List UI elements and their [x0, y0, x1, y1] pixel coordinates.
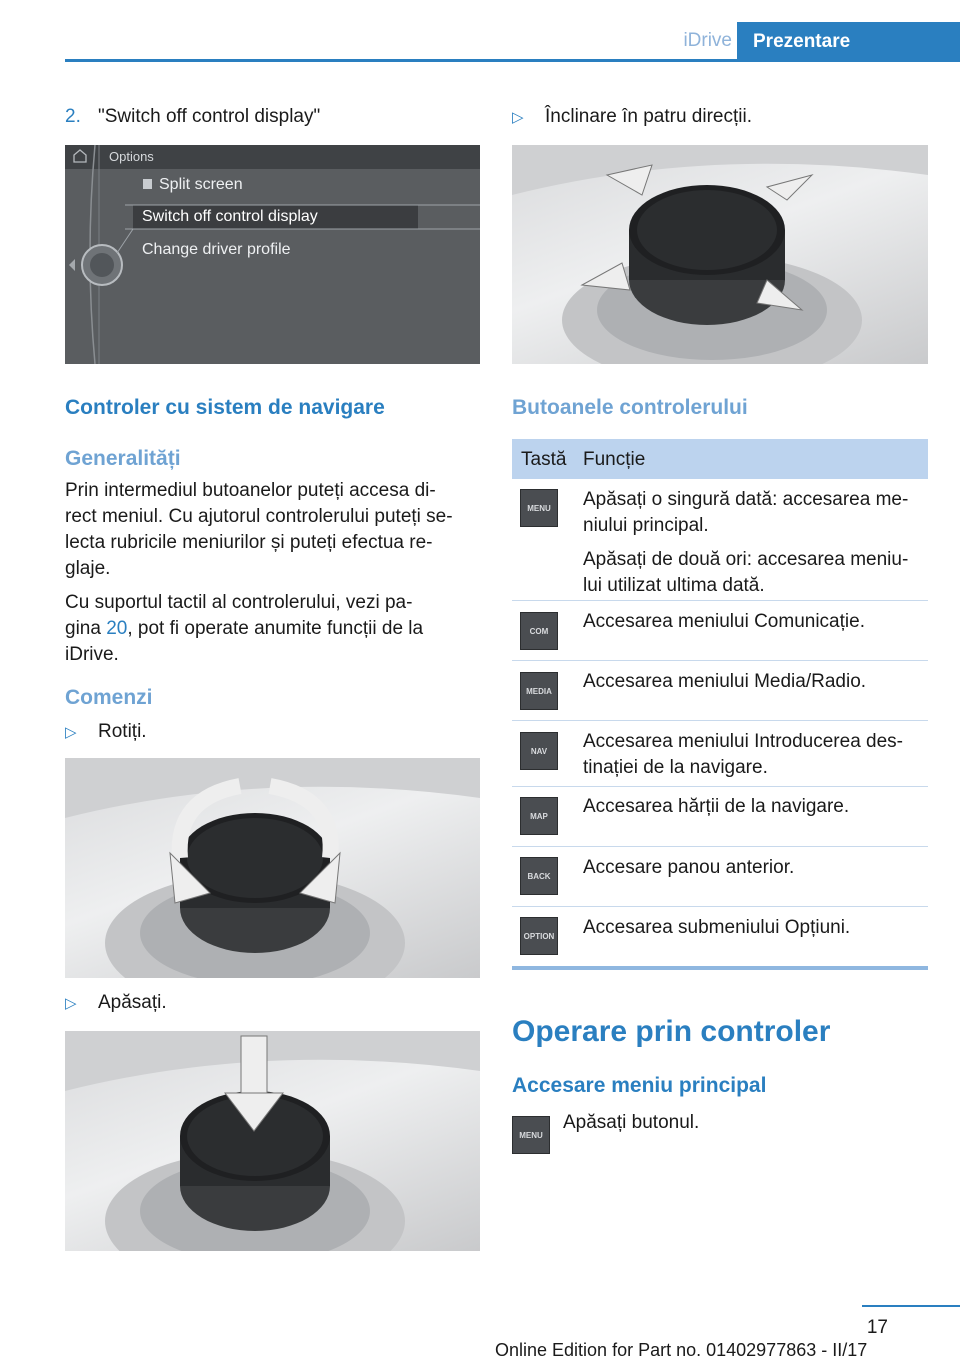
- para1-line: glaje.: [65, 558, 111, 579]
- header-section-label[interactable]: iDrive: [683, 30, 732, 51]
- table-row: [583, 794, 928, 820]
- map-key-icon: MAP: [520, 797, 558, 835]
- bullet-tilt-text: Înclinare în patru direcții.: [545, 106, 752, 127]
- table-row: [583, 855, 928, 881]
- table-header: [512, 439, 928, 479]
- bullet-rotate-text: Rotiți.: [98, 721, 147, 742]
- table-end-rule: [512, 966, 928, 970]
- row-divider: [512, 600, 928, 601]
- step-number: 2.: [65, 106, 81, 127]
- menu-key-icon: MENU: [512, 1116, 550, 1154]
- edition-text: Online Edition for Part no. 01402977863 - II/17: [495, 1340, 868, 1360]
- bullet-triangle-icon: ▷: [65, 724, 77, 741]
- bullet-triangle-icon: ▷: [65, 995, 77, 1012]
- row-divider: [512, 906, 928, 907]
- cell-line: tinației de la navigare.: [583, 757, 768, 778]
- rotate-controller-image: [65, 758, 480, 978]
- cell-line: Accesarea meniului Media/Radio.: [583, 671, 867, 692]
- media-key-icon: MEDIA: [520, 672, 558, 710]
- para2-line: Cu suportul tactil al controlerului, vezi pa‐: [65, 592, 413, 613]
- cell-line: Apăsați de două ori: accesarea meniu‐: [583, 549, 909, 570]
- heading-controller: Controler cu sistem de navigare: [65, 396, 385, 419]
- table-row: [583, 487, 928, 599]
- paragraph-general: [65, 478, 485, 668]
- cell-line: Accesarea submeniului Opțiuni.: [583, 917, 851, 938]
- press-controller-image: [65, 1031, 480, 1251]
- footer-rule: [862, 1305, 960, 1307]
- bullet-rotate: [65, 719, 147, 746]
- cell-line: Accesarea meniului Introducerea des‐: [583, 731, 904, 752]
- bullet-triangle-icon: ▷: [512, 109, 524, 126]
- subheading-commands: Comenzi: [65, 686, 153, 709]
- para1-line: lecta rubricile meniurilor și puteți efectua re‐: [65, 532, 433, 553]
- para1-line: Prin intermediul butoanelor puteți accesa di‐: [65, 480, 436, 501]
- cell-line: Apăsați o singură dată: accesarea me‐: [583, 489, 909, 510]
- table-row: [583, 609, 928, 635]
- nav-key-icon: NAV: [520, 732, 558, 770]
- screen-item-driver-profile[interactable]: Change driver profile: [142, 241, 291, 258]
- screen-item-switch-off[interactable]: Switch off control display: [142, 208, 318, 225]
- page-link[interactable]: 20: [106, 618, 128, 639]
- option-key-icon: OPTION: [520, 917, 558, 955]
- cell-line: Accesarea hărții de la navigare.: [583, 796, 850, 817]
- press-button-text: Apăsați butonul.: [563, 1112, 700, 1133]
- control-display-image: [65, 145, 480, 364]
- bullet-tilt: [512, 104, 752, 131]
- bullet-press-text: Apăsați.: [98, 992, 167, 1013]
- table-row: [583, 669, 928, 695]
- para2-line: iDrive.: [65, 644, 119, 665]
- col-header-function: Funcție: [583, 449, 646, 470]
- para2-text: , pot fi operate anumite funcții de la: [127, 618, 424, 639]
- header-tab[interactable]: Prezentare: [737, 22, 960, 62]
- para2-text: gina: [65, 618, 107, 639]
- para1-line: rect meniul. Cu ajutorul controlerului puteți se‐: [65, 506, 453, 527]
- row-divider: [512, 846, 928, 847]
- page-number: 17: [866, 1317, 888, 1338]
- subheading-general: Generalități: [65, 447, 181, 470]
- cell-line: Accesarea meniului Comunicație.: [583, 611, 865, 632]
- cell-line: lui utilizat ultima dată.: [583, 575, 765, 596]
- table-row: [583, 729, 928, 781]
- row-divider: [512, 720, 928, 721]
- step-item: [65, 104, 321, 130]
- row-divider: [512, 786, 928, 787]
- subsection-title: Accesare meniu principal: [512, 1074, 767, 1097]
- menu-key-icon: MENU: [520, 489, 558, 527]
- com-key-icon: COM: [520, 612, 558, 650]
- step-text: "Switch off control display": [98, 106, 321, 127]
- row-divider: [512, 660, 928, 661]
- cell-line: Accesare panou anterior.: [583, 857, 795, 878]
- para2-line: [65, 616, 485, 642]
- tilt-controller-image: [512, 145, 928, 364]
- table-row: [583, 915, 928, 941]
- bullet-press: [65, 990, 167, 1017]
- table-heading: Butoanele controlerului: [512, 396, 748, 419]
- cell-line: niului principal.: [583, 515, 709, 536]
- col-header-key: Tastă: [521, 449, 567, 470]
- screen-title: Options: [109, 149, 154, 164]
- section-title: Operare prin controler: [512, 1015, 831, 1048]
- screen-item-split[interactable]: Split screen: [159, 176, 243, 193]
- back-key-icon: BACK: [520, 857, 558, 895]
